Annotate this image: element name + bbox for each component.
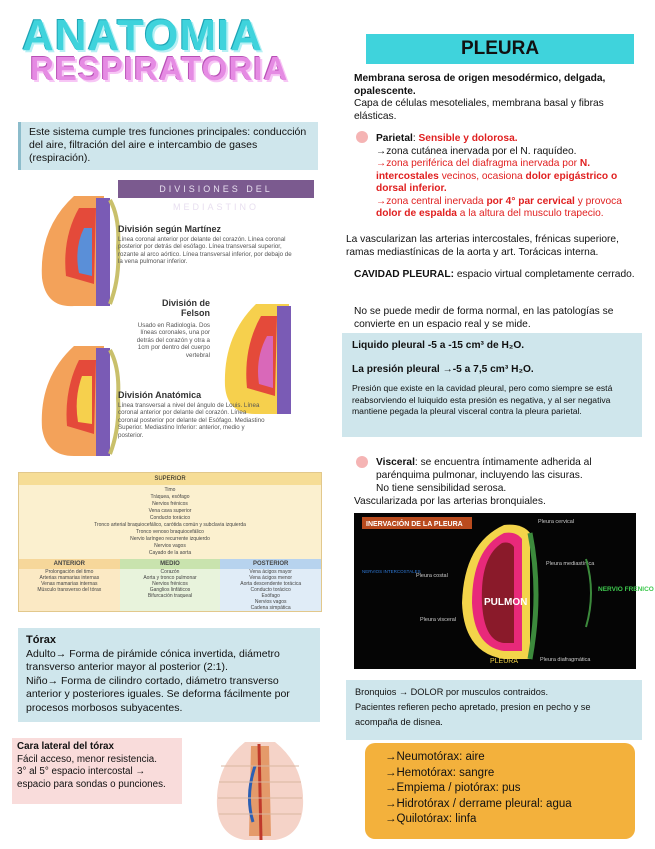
- torax-box: [18, 628, 320, 722]
- bronquios-box: [346, 680, 642, 740]
- lateral-line: 3° al 5° espacio intercostal →: [17, 766, 146, 777]
- mediastino-table: [18, 472, 322, 612]
- inervacion-title: INERVACIÓN DE LA PLEURA: [366, 521, 463, 528]
- anatomica-title: División Anatómica: [118, 390, 202, 400]
- table-line: Tronco venoso braquiocefálico: [136, 529, 204, 535]
- label-nervio-frenico: NERVIO FRENICO: [598, 586, 654, 593]
- parietal-3a: →zona central inervada: [376, 195, 487, 207]
- label-pleura-word: PLEURA: [490, 658, 519, 665]
- mediastino-banner: DIVISIONES DEL MEDIASTINO: [118, 180, 314, 198]
- col-item: Aorta y tronco pulmonar: [143, 575, 197, 581]
- col-item: Arterias mamarias internas: [39, 575, 100, 581]
- patologia-item: →Neumotórax: aire: [385, 751, 485, 763]
- felson-text: Usado en Radiología. Dos líneas coronales, una por detrás del corazón y otra a 1cm por dentro del cuerpo vertebral: [136, 322, 210, 359]
- label-pleura-cervical: Pleura cervical: [538, 519, 575, 525]
- felson-title: División de Felson: [161, 298, 210, 318]
- lateral-title: Cara lateral del tórax: [17, 741, 114, 752]
- label-pleura-visceral: Pleura visceral: [420, 617, 457, 623]
- torax-title: Tórax: [26, 634, 56, 646]
- torax-child: Niño→ Forma de cilindro cortado, diámetro transverso anterior y posteriores iguales. Se deforma fácilmente por procesos morbosos subyacentes.: [26, 674, 290, 714]
- title-respiratoria: RESPIRATORIA: [30, 50, 289, 87]
- bullet-dot: [356, 456, 368, 468]
- cavidad-text: espacio virtual completamente cerrado.: [453, 269, 635, 280]
- visceral-block: [376, 457, 638, 482]
- col-item: Bifurcación traqueal: [147, 593, 193, 599]
- col-item: Ganglios linfáticos: [149, 587, 191, 593]
- col-item: Conducto torácico: [250, 587, 291, 593]
- label-pleura-mediastinica: Pleura mediastínica: [546, 561, 595, 567]
- table-columns: [19, 559, 321, 611]
- patologia-item: →Empiema / piotórax: pus: [385, 782, 521, 795]
- col-head: POSTERIOR: [220, 559, 321, 569]
- patologia-item: →Hemotórax: sangre: [385, 766, 495, 779]
- col-item: Cadena simpática: [250, 605, 291, 611]
- parietal-block: Parietal: Sensible y dolorosa. →zona cutánea inervada por el N. raquídeo. →zona periférica del diafragma inervada por N. intercostales vecinos, ocasiona dolor epigástrico o dorsal inferior. →zona central inervada por 4° par cervical y provoca dolor de espalda a la altura del musculo trapecio.: [376, 133, 622, 219]
- table-col-anterior: [19, 559, 120, 611]
- parietal-1: →zona cutánea inervada por el N. raquídeo.: [376, 145, 577, 157]
- col-item: Corazón: [160, 569, 180, 575]
- parietal-3c: y provoca: [574, 195, 622, 207]
- liquido-box: [342, 333, 642, 437]
- anatomica-text: Línea transversal a nivel del ángulo de Louis. Línea coronal anterior por delante del corazón. Línea coronal posterior por delante del Esófago. Mediastino Superior. Mediastino Inferior: anterior, medio y posterior.: [118, 402, 265, 439]
- bronquios-line1: Bronquios → DOLOR por musculos contraidos.: [355, 687, 549, 697]
- table-line: Nervios frénicos: [152, 501, 188, 507]
- parietal-label: Parietal: [376, 133, 413, 144]
- table-line: Timo: [164, 487, 176, 493]
- intro-box: Este sistema cumple tres funciones principales: conducción del aire, filtración del aire e intercambio de gases (respiración).: [18, 122, 318, 170]
- vascularizacion: La vascularizan las arterias intercostales, frénicas superiore, ramas mediastínicas de la aorta y art. Torácicas interna.: [346, 234, 619, 258]
- visceral-text: : se encuentra íntimamente adherida al parénquima pulmonar, incluyendo las cisuras.: [376, 457, 592, 481]
- col-item: Prolongación del timo: [45, 569, 94, 575]
- table-line: Vena cava superior: [148, 508, 192, 514]
- table-col-posterior: [220, 559, 321, 611]
- parietal-3d: dolor de espalda: [376, 208, 457, 219]
- col-item: Venas mamarias internas: [41, 581, 98, 587]
- visceral-vasc: Vascularizada por las arterias bronquiales.: [354, 496, 546, 507]
- thorax-lateral-illustration: [185, 736, 335, 844]
- visceral-sensibilidad: No tiene sensibilidad serosa.: [376, 483, 507, 494]
- table-line: Tronco arterial braquiocefálico, carótida común y subclavia izquierda: [94, 522, 246, 528]
- parietal-2a: →zona periférica del diafragma inervada por: [376, 158, 580, 169]
- table-line: Nervios vagos: [154, 543, 186, 549]
- table-line: Cayado de la aorta: [148, 550, 192, 556]
- cavidad-pleural: [354, 269, 640, 282]
- col-head: MEDIO: [120, 559, 221, 569]
- title-anatomia: ANATOMIA: [22, 11, 264, 60]
- martinez-text: Línea coronal anterior por delante del corazón. Línea coronal posterior por detrás del esófago. Línea transversal superior, rozante al arco aórtico. Línea transversal inferior, por debajo de la vena pulmonar inferior.: [118, 236, 292, 266]
- label-pleura-diafragmatica: Pleura diafragmática: [540, 657, 591, 663]
- pleura-title: PLEURA: [366, 34, 634, 64]
- martinez-title: División según Martínez: [118, 224, 222, 234]
- patologias-box: [365, 743, 635, 839]
- table-line: Tráquea, esófago: [150, 494, 190, 500]
- lateral-box: [12, 738, 182, 804]
- label-pleura-costal: Pleura costal: [416, 573, 448, 579]
- parietal-2c: vecinos, ocasiona: [438, 170, 526, 182]
- lateral-line: Fácil acceso, menor resistencia.: [17, 753, 157, 765]
- inervacion-figure: [354, 513, 654, 669]
- bronquios-line2: Pacientes refieren pecho apretado, presion en pecho y se acompaña de disnea.: [355, 702, 591, 727]
- lateral-line: espacio para sondas o punciones.: [17, 778, 166, 790]
- col-item: Vena ácigos mayor: [249, 569, 292, 575]
- parietal-2b: N. intercostales: [376, 158, 591, 182]
- visceral-label: Visceral: [376, 457, 415, 468]
- patologia-item: →Hidrotórax / derrame pleural: agua: [385, 797, 572, 810]
- cavidad-label: CAVIDAD PLEURAL:: [354, 269, 454, 280]
- col-head: ANTERIOR: [19, 559, 120, 569]
- col-item: Aorta descendente torácica: [240, 581, 302, 587]
- parietal-3e: a la altura del musculo trapecio.: [456, 208, 604, 219]
- col-item: Esófago: [261, 593, 280, 599]
- table-col-medio: [120, 559, 221, 611]
- presion-text: Presión que existe en la cavidad pleural, pero como siempre se está reabsorviendo el luiquido esta presión es negativa, y al ser negativa mantiene pegada la pleural visceral contra la pleura parietal.: [352, 383, 613, 416]
- col-item: Vena ácigos menor: [249, 575, 293, 581]
- parietal-2d: dolor epigástrico o dorsal inferior.: [376, 170, 618, 194]
- pleura-def-text: Capa de células mesoteliales, membrana basal y fibras elásticas.: [354, 98, 604, 122]
- patologia-item: →Quilotórax: linfa: [385, 813, 477, 826]
- table-header: SUPERIOR: [19, 473, 321, 485]
- parietal-3b: por 4° par cervical: [486, 195, 575, 207]
- pleura-definition: Membrana serosa de origen mesodérmico, delgada, opalescente.: [354, 73, 606, 97]
- parietal-red: Sensible y dolorosa.: [418, 133, 518, 144]
- table-line: Nervio laríngeo recurrente izquierdo: [130, 536, 210, 542]
- col-item: Músculo transverso del tórax: [37, 587, 102, 593]
- torax-adult: Adulto→ Forma de pirámide cónica invertida, diámetro transverso anterior mayor al posterior (2:1).: [26, 647, 280, 673]
- col-item: Nervios vagos: [254, 599, 287, 605]
- label-nervios-intercostales: NERVIOS INTERCOSTALES: [362, 569, 421, 574]
- table-superior-body: [19, 485, 321, 559]
- table-line: Conducto torácico: [149, 515, 191, 521]
- bullet-dot: [356, 131, 368, 143]
- medir-text: No se puede medir de forma normal, en las patologías se convierte en un espacio real y se mide.: [354, 306, 614, 330]
- liquido-pleural: Liquido pleural -5 a -15 cm³ de H₂O.: [352, 340, 525, 351]
- pulmon-label: PULMON: [484, 597, 528, 608]
- col-item: Nervios frénicos: [152, 581, 188, 587]
- presion-pleural: La presión pleural →-5 a 7,5 cm³ H₂O.: [352, 364, 534, 375]
